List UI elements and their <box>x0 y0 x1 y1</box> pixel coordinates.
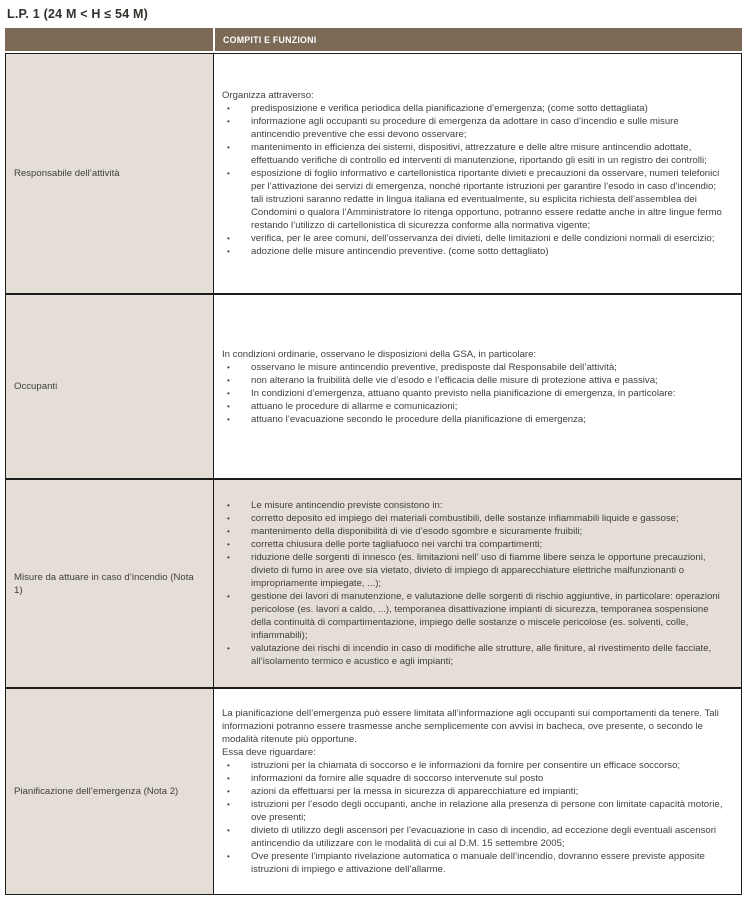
bullet-icon: • <box>227 527 230 536</box>
bullet-item <box>222 232 729 245</box>
bullet-item <box>222 824 729 850</box>
bullet-item <box>222 374 729 387</box>
bullet-icon: • <box>227 388 230 398</box>
row-label <box>6 295 214 478</box>
row-label <box>6 54 214 293</box>
row-label-text: Misure da attuare in caso d’incendio (Nota 1) <box>14 571 194 596</box>
bullet-icon: • <box>227 401 230 411</box>
bullet-icon: • <box>227 143 230 152</box>
bullet-item <box>222 361 729 374</box>
bullet-icon: • <box>227 375 230 385</box>
bullet-icon: • <box>227 169 230 178</box>
bullet-icon: • <box>227 852 230 861</box>
bullet-item <box>222 512 729 525</box>
bullet-text: Le misure antincendio previste consistono in: <box>251 500 443 511</box>
bullet-icon: • <box>227 774 230 783</box>
table-row <box>6 54 741 293</box>
bullet-icon: • <box>227 234 230 243</box>
bullet-text: informazioni da fornire alle squadre di soccorso intervenute sul posto <box>251 773 544 784</box>
bullet-icon: • <box>227 117 230 126</box>
table-row <box>6 293 741 478</box>
bullet-icon: • <box>227 362 230 372</box>
bullet-text: mantenimento in efficienza dei sistemi, dispositivi, attrezzature e delle altre misure antincendio adottate, effettuando verifiche di controllo ed interventi di manutenzione, riportando gli esiti in un registro dei controlli; <box>251 142 707 166</box>
intro-paragraph: La pianificazione dell’emergenza può essere limitata all’informazione agli occupanti sui comportamenti da tenere. Tali informazioni potranno essere trasmesse anche semplicemente con avvisi in bacheca, ove presente, o secondo le modalità ritenute più opportune. <box>222 708 719 745</box>
bullet-item <box>222 400 729 413</box>
intro-paragraph: In condizioni ordinarie, osservano le disposizioni della GSA, in particolare: <box>222 348 537 360</box>
bullet-text: Ove presente l’impianto rivelazione automatica o manuale dell’incendio, dovranno essere previste apposite istruzioni di impiego e attivazione dell’allarme. <box>251 851 705 875</box>
bullet-icon: • <box>227 540 230 549</box>
header-cell-compiti-e-funzioni: COMPITI E FUNZIONI <box>215 28 742 51</box>
bullet-text: adozione delle misure antincendio preventive. (come sotto dettagliato) <box>251 246 549 257</box>
bullet-text: gestione dei lavori di manutenzione, e valutazione delle sorgenti di rischio aggiuntive, in particolare: operazioni pericolose (es. lavori a caldo, ...), temporanea disattivazione impianti di sicurezza, temporanea sospensione della continuità di compartimentazione, impiego delle sostanze o miscele pericolose (es. solventi, colle, infiammabili); <box>251 591 720 641</box>
bullet-item <box>222 413 729 426</box>
bullet-icon: • <box>227 553 230 562</box>
bullet-item <box>222 850 729 876</box>
bullet-item <box>222 772 729 785</box>
row-content <box>214 480 741 687</box>
bullet-text: divieto di utilizzo degli ascensori per l’evacuazione in caso di incendio, ad eccezione degli eventuali ascensori antincendio da utilizzare con le modalità di cui al D.M. 15 settembre 2005; <box>251 825 717 849</box>
bullet-text: verifica, per le aree comuni, dell’osservanza dei divieti, delle limitazioni e delle condizioni normali di esercizio; <box>251 233 715 244</box>
bullet-list <box>222 361 729 426</box>
bullet-icon: • <box>227 514 230 523</box>
bullet-item <box>222 759 729 772</box>
bullet-item <box>222 538 729 551</box>
bullet-text: riduzione delle sorgenti di innesco (es. limitazioni nell’ uso di fiamme libere senza le opportune precauzioni, divieto di fumo in aree ove sia vietato, divieto di impiego di apparecchiature elettriche malfunzionanti o impropriamente impiegate, ...); <box>251 552 706 589</box>
row-label <box>6 480 214 687</box>
bullet-icon: • <box>227 644 230 653</box>
header-cell-empty <box>5 28 213 51</box>
bullet-item <box>222 551 729 590</box>
page-title: L.P. 1 (24 M < H ≤ 54 M) <box>7 7 148 21</box>
bullet-text: In condizioni d’emergenza, attuano quanto previsto nella pianificazione di emergenza, in particolare: <box>251 387 676 399</box>
bullet-text: istruzioni per la chiamata di soccorso e le informazioni da fornire per consentire un efficace soccorso; <box>251 760 681 771</box>
bullet-text: osservano le misure antincendio preventive, predisposte dal Responsabile dell’attività; <box>251 361 617 373</box>
bullet-item <box>222 525 729 538</box>
bullet-icon: • <box>227 501 230 510</box>
bullet-text: valutazione dei rischi di incendio in caso di modifiche alle strutture, alle finiture, al rivestimento delle facciate, all’isolamento termico e acustico e agli impianti; <box>251 643 712 667</box>
table-row <box>6 687 741 894</box>
row-label-text: Responsabile dell’attività <box>14 168 120 179</box>
bullet-icon: • <box>227 787 230 796</box>
table-row <box>6 478 741 687</box>
bullet-text: non alterano la fruibilità delle vie d’esodo e l’efficacia delle misure di protezione attiva e passiva; <box>251 374 658 386</box>
bullet-text: azioni da effettuarsi per la messa in sicurezza di apparecchiature ed impianti; <box>251 786 579 797</box>
bullet-text: istruzioni per l’esodo degli occupanti, anche in relazione alla presenza di persone con limitate capacità motorie, ove presenti; <box>251 799 723 823</box>
bullet-item <box>222 785 729 798</box>
bullet-item <box>222 245 729 258</box>
bullet-text: informazione agli occupanti su procedure di emergenza da adottare in caso d’incendio e sulle misure antincendio preventive che essi devono osservare; <box>251 116 679 140</box>
bullet-item <box>222 141 729 167</box>
bullet-text: mantenimento della disponibilità di vie d’esodo sgombre e sicuramente fruibili; <box>251 526 583 537</box>
bullet-text: corretta chiusura delle porte tagliafuoco nei varchi tra compartimenti; <box>251 539 543 550</box>
bullet-text: attuano l’evacuazione secondo le procedure della pianificazione di emergenza; <box>251 413 586 425</box>
row-content <box>214 689 741 894</box>
bullet-item <box>222 642 729 668</box>
bullet-icon: • <box>227 414 230 424</box>
bullet-icon: • <box>227 800 230 809</box>
row-content <box>214 295 741 478</box>
bullet-list <box>222 102 729 258</box>
bullet-icon: • <box>227 104 230 113</box>
bullet-item <box>222 167 729 232</box>
intro-paragraph: Organizza attraverso: <box>222 90 314 101</box>
bullet-item <box>222 499 729 512</box>
bullet-list <box>222 759 729 876</box>
row-content <box>214 54 741 293</box>
bullet-icon: • <box>227 826 230 835</box>
bullet-list <box>222 499 729 668</box>
intro-paragraph: Essa deve riguardare: <box>222 747 316 758</box>
bullet-icon: • <box>227 247 230 256</box>
table-header-row <box>5 28 742 51</box>
bullet-text: esposizione di foglio informativo e cartellonistica riportante divieti e precauzioni da osservare, numeri telefonici per l’attivazione dei servizi di emergenza, nonché riportante istruzioni per garantire l’esodo in caso d’incendio; tali istruzioni saranno redatte in lingua italiana ed eventualmente, su esplicita richiesta dell’assemblea dei Condomini o qualora l’Amministratore lo ritenga opportuno, potranno essere redatte anche in altre lingue fermo restando l’utilizzo di cartellonistica di sicurezza conforme alla normativa vigente; <box>251 168 722 231</box>
bullet-item <box>222 798 729 824</box>
bullet-text: corretto deposito ed impiego dei materiali combustibili, delle sostanze infiammabili liquide e gassose; <box>251 513 679 524</box>
compiti-funzioni-table <box>5 28 742 895</box>
bullet-item <box>222 102 729 115</box>
bullet-icon: • <box>227 592 230 601</box>
bullet-text: predisposizione e verifica periodica della pianificazione d’emergenza; (come sotto dettagliata) <box>251 103 648 114</box>
bullet-text: attuano le procedure di allarme e comunicazioni; <box>251 400 458 412</box>
table-body <box>5 53 742 895</box>
row-label-text: Occupanti <box>14 381 58 392</box>
bullet-item <box>222 590 729 642</box>
bullet-item <box>222 387 729 400</box>
bullet-icon: • <box>227 761 230 770</box>
row-label <box>6 689 214 894</box>
bullet-item <box>222 115 729 141</box>
row-label-text: Pianificazione dell’emergenza (Nota 2) <box>14 786 179 797</box>
